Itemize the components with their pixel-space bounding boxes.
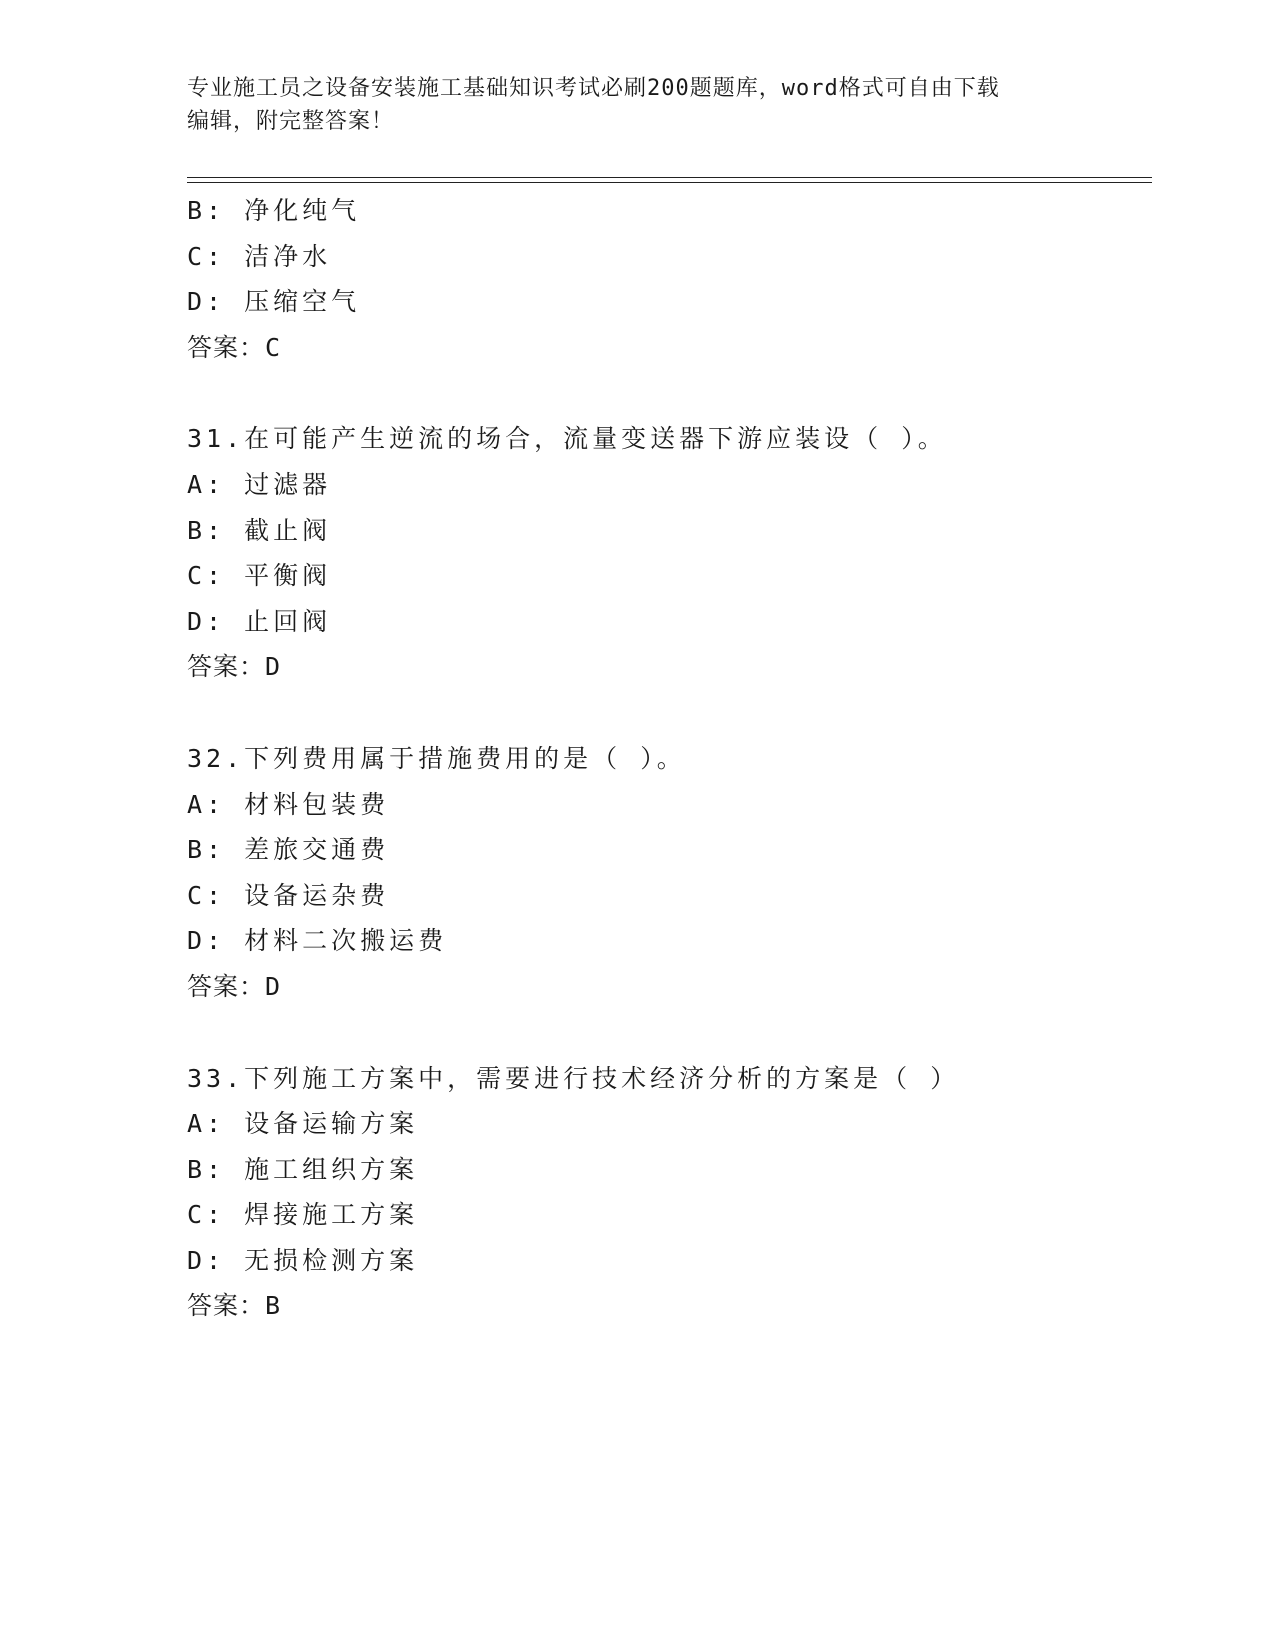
answer-line: 答案：C (187, 332, 282, 362)
question-33: 33.下列施工方案中，需要进行技术经济分析的方案是（ ） (187, 1063, 960, 1093)
header-divider-top (187, 177, 1152, 178)
option-b: B: 施工组织方案 (187, 1154, 419, 1184)
spacer (187, 370, 1152, 416)
option-a: A: 过滤器 (187, 469, 332, 499)
option-d: D: 压缩空气 (187, 287, 361, 317)
option-c: C: 设备运杂费 (187, 880, 390, 910)
option-a: A: 设备运输方案 (187, 1109, 419, 1139)
question-list (187, 188, 1152, 1329)
option-b: B: 截止阀 (187, 515, 332, 545)
spacer (187, 690, 1152, 736)
answer-line: 答案：D (187, 652, 282, 682)
header-divider-bottom (187, 182, 1152, 183)
question-31: 31.在可能产生逆流的场合，流量变送器下游应装设（ ）。 (187, 424, 947, 454)
option-a: A: 材料包装费 (187, 789, 390, 819)
option-d: D: 材料二次搬运费 (187, 926, 448, 956)
header-line-2: 编辑，附完整答案！ (187, 109, 395, 134)
answer-line: 答案：B (187, 1291, 282, 1321)
question-32: 32.下列费用属于措施费用的是（ ）。 (187, 743, 686, 773)
header-line-1: 专业施工员之设备安装施工基础知识考试必刷200题题库，word格式可自由下载 (187, 76, 1000, 101)
option-c: C: 焊接施工方案 (187, 1200, 419, 1230)
option-c: C: 平衡阀 (187, 561, 332, 591)
option-d: D: 无损检测方案 (187, 1245, 419, 1275)
spacer (187, 1010, 1152, 1056)
option-d: D: 止回阀 (187, 606, 332, 636)
option-c: C: 洁净水 (187, 241, 332, 271)
option-b: B: 差旅交通费 (187, 835, 390, 865)
answer-line: 答案：D (187, 971, 282, 1001)
document-header (187, 72, 1067, 138)
option-b: B: 净化纯气 (187, 196, 361, 225)
